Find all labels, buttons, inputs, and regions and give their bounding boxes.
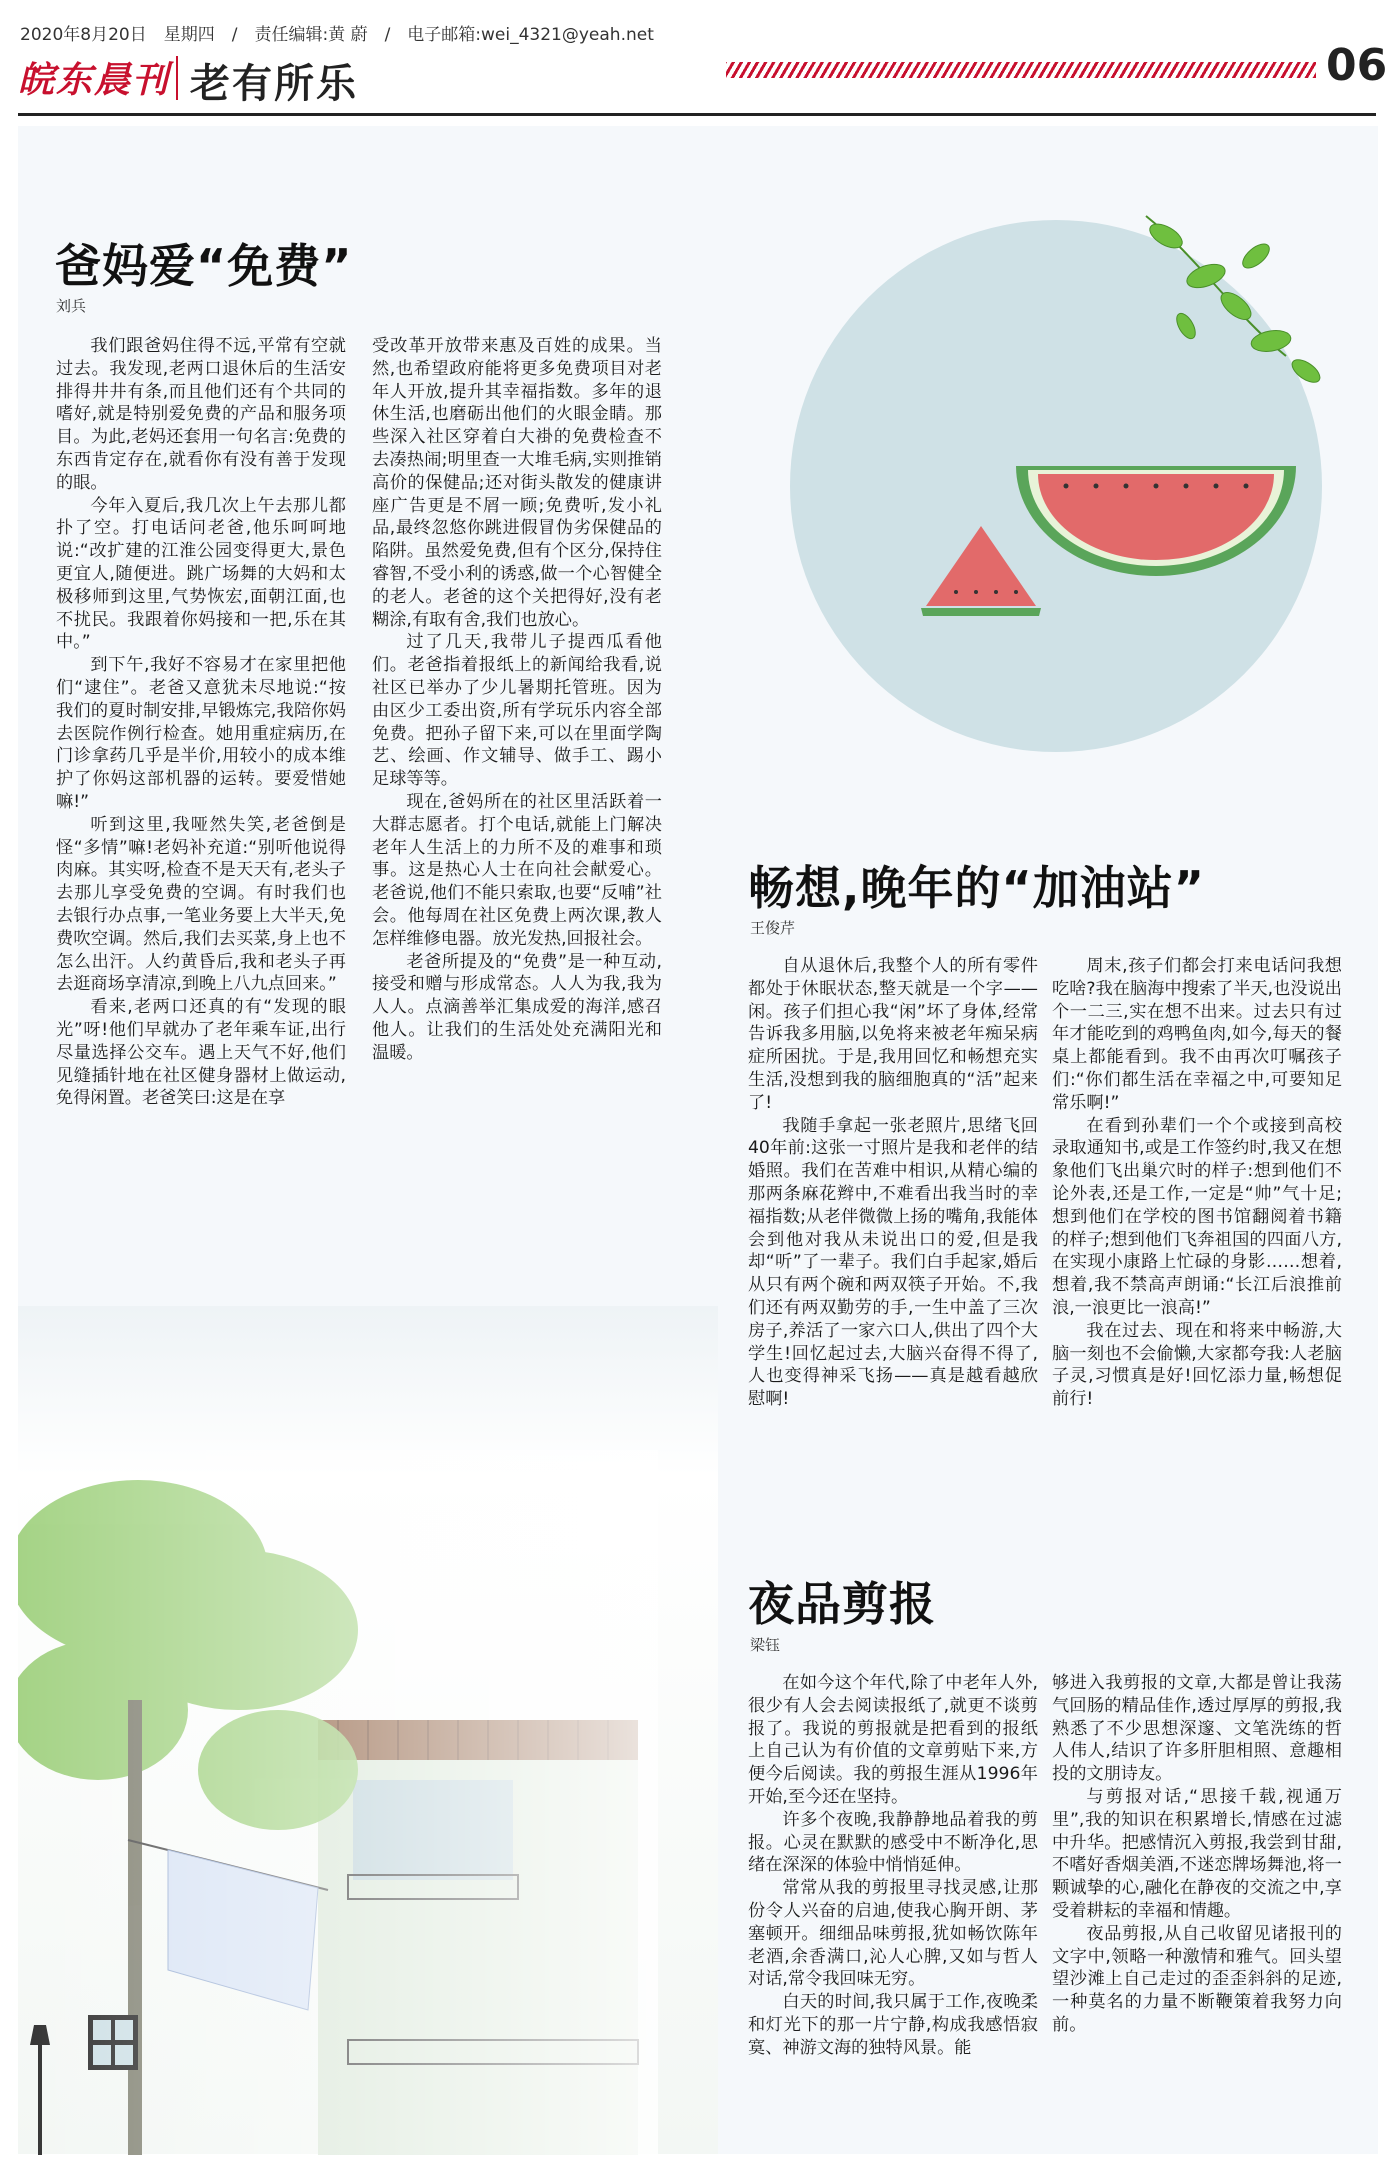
- paper-logo: 皖东晨刊: [18, 59, 171, 101]
- article3-col2: [1052, 1672, 1342, 2037]
- date-line: 2020年8月20日 星期四 / 责任编辑:黄 蔚 / 电子邮箱:wei_4321@yeah.net: [20, 25, 654, 45]
- paragraph: 够进入我剪报的文章,大都是曾让我荡气回肠的精品佳作,透过厚厚的剪报,我熟悉了不少思想深邃、文笔洗练的哲人伟人,结识了许多肝胆相照、意趣相投的文朋诗友。: [1052, 1673, 1342, 1785]
- article3-title: 夜品剪报: [748, 1577, 936, 1631]
- article1-col2: [372, 335, 662, 1065]
- article3-col1: [748, 1672, 1038, 2060]
- paragraph: 常常从我的剪报里寻找灵感,让那份令人兴奋的启迪,使我心胸开朗、茅塞顿开。细细品味剪报,犹如畅饮陈年老酒,余香满口,沁人心脾,又如与哲人对话,常令我回味无穷。: [748, 1878, 1038, 1990]
- paragraph: 过了几天,我带儿子提西瓜看他们。老爸指着报纸上的新闻给我看,说社区已举办了少儿暑期托管班。因为由区少工委出资,所有学玩乐内容全部免费。把孙子留下来,可以在里面学陶艺、绘画、作文辅导、做手工、踢小足球等等。: [372, 632, 662, 790]
- paragraph: 现在,爸妈所在的社区里活跃着一大群志愿者。打个电话,就能上门解决老年人生活上的力所不及的难事和琐事。这是热心人士在向社会献爱心。老爸说,他们不能只索取,也要“反哺”社会。他每周在社区免费上两次课,教人怎样维修电器。放光发热,回报社会。: [372, 791, 662, 949]
- article2-title: 畅想,晚年的“加油站”: [748, 861, 1205, 915]
- paragraph: 看来,老两口还真的有“发现的眼光”呀!他们早就办了老年乘车证,出行尽量选择公交车。遇上天气不好,他们见缝插针地在社区健身器材上做运动,免得闲置。老爸笑曰:这是在享: [56, 997, 346, 1109]
- paragraph: 我在过去、现在和将来中畅游,大脑一刻也不会偷懒,大家都夸我:人老脑子灵,习惯真是好!回忆添力量,畅想促前行!: [1052, 1320, 1342, 1410]
- paragraph: 我随手拿起一张老照片,思绪飞回40年前:这张一寸照片是我和老伴的结婚照。我们在苦难中相识,从精心编的那两条麻花辫中,不难看出我当时的幸福指数;从老伴微微上扬的嘴角,我能体会到他对我从未说出口的爱,但是我却“听”了一辈子。我们白手起家,婚后从只有两个碗和两双筷子开始。不,我们还有两双勤劳的手,一生中盖了三次房子,养活了一家六口人,供出了四个大学生!回忆起过去,大脑兴奋得不得了,人也变得神采飞扬——真是越看越欣慰啊!: [748, 1115, 1038, 1410]
- paragraph: 到下午,我好不容易才在家里把他们“逮住”。老爸又意犹未尽地说:“按我们的夏时制安排,早锻炼完,我陪你妈去医院作例行检查。她用重症病历,在门诊拿药几乎是半价,用较小的成本维护了你妈这部机器的运转。要爱惜她嘛!”: [56, 655, 346, 812]
- article3-author: 梁钰: [750, 1636, 781, 1654]
- masthead: [18, 40, 1388, 108]
- paragraph: 受改革开放带来惠及百姓的成果。当然,也希望政府能将更多免费项目对老年人开放,提升其幸福指数。多年的退休生活,也磨砺出他们的火眼金睛。那些深入社区穿着白大褂的免费检查不去凑热闹;明里查一大堆毛病,实则推销高价的保健品;还对街头散发的健康讲座广告更是不屑一顾;免费听,发小礼品,最终忽悠你跳进假冒伪劣保健品的陷阱。虽然爱免费,但有个区分,保持住睿智,不受小利的诱惑,做一个心智健全的老人。老爸的这个关把得好,没有老糊涂,有取有舍,我们也放心。: [372, 336, 662, 630]
- article1-author: 刘兵: [56, 297, 87, 315]
- paragraph: 在看到孙辈们一个个或接到高校录取通知书,或是工作签约时,我又在想象他们飞出巢穴时的样子:想到他们不论外表,还是工作,一定是“帅”气十足;想到他们在学校的图书馆翻阅着书籍的样子;想到他们飞奔祖国的四面八方,在实现小康路上忙碌的身影……想着,想着,我不禁高声朗诵:“长江后浪推前浪,一浪更比一浪高!”: [1052, 1115, 1342, 1318]
- paragraph: 在如今这个年代,除了中老年人外,很少有人会去阅读报纸了,就更不谈剪报了。我说的剪报就是把看到的报纸上自己认为有价值的文章剪贴下来,方便今后阅读。我的剪报生涯从1996年开始,至今还在坚持。: [748, 1673, 1038, 1807]
- article2-author: 王俊芹: [750, 919, 796, 937]
- paragraph: 听到这里,我哑然失笑,老爸倒是怪“多情”嘛!老妈补充道:“别听他说得肉麻。其实呀,检查不是天天有,老头子去那儿享受免费的空调。有时我们也去银行办点事,一笔业务要上大半天,免费吹空调。然后,我们去买菜,身上也不怎么出汗。人约黄昏后,我和老头子再去逛商场享清凉,到晚上八九点回来。”: [56, 814, 346, 995]
- section-title: 老有所乐: [190, 61, 358, 107]
- article2-col2: [1052, 955, 1342, 1411]
- paragraph: 老爸所提及的“免费”是一种互动,接受和赠与形成常态。人人为我,我为人人。点滴善举汇集成爱的海洋,感召他人。让我们的生活处处充满阳光和温暖。: [372, 951, 662, 1063]
- paragraph: 周末,孩子们都会打来电话问我想吃啥?我在脑海中搜索了半天,也没说出个一二三,实在想不出来。过去只有过年才能吃到的鸡鸭鱼肉,如今,每天的餐桌上都能看到。我不由再次叮嘱孩子们:“你们都生活在幸福之中,可要知足常乐啊!”: [1052, 956, 1342, 1113]
- page-number: 06: [1326, 40, 1388, 91]
- paragraph: 白天的时间,我只属于工作,夜晚柔和灯光下的那一片宁静,构成我感悟寂寞、神游文海的独特风景。能: [748, 1992, 1038, 2058]
- paragraph: 与剪报对话,“思接千载,视通万里”,我的知识在积累增长,情感在过滤中升华。把感情沉入剪报,我尝到甘甜,不嗜好香烟美酒,不迷恋牌场舞池,将一颗诚挚的心,融化在静夜的交流之中,享受着耕耘的幸福和情趣。: [1052, 1786, 1342, 1921]
- house-scene-illustration: [18, 1450, 658, 2155]
- watermelon-illustration: [766, 196, 1346, 776]
- paragraph: 我们跟爸妈住得不远,平常有空就过去。我发现,老两口退休后的生活安排得井井有条,而且他们还有个共同的嗜好,就是特别爱免费的产品和服务项目。为此,老妈还套用一句名言:免费的东西肯定存在,就看你有没有善于发现的眼。: [56, 336, 346, 493]
- article1-title: 爸妈爱“免费”: [55, 239, 353, 293]
- paragraph: 自从退休后,我整个人的所有零件都处于休眠状态,整天就是一个字——闲。孩子们担心我“闲”坏了身体,经常告诉我多用脑,以免将来被老年痴呆病症所困扰。于是,我用回忆和畅想充实生活,没想到我的脑细胞真的“活”起来了!: [748, 956, 1038, 1113]
- header-rule: [18, 113, 1376, 116]
- paragraph: 夜品剪报,从自己收留见诸报刊的文字中,领略一种激情和雅气。回头望望沙滩上自己走过的歪歪斜斜的足迹,一种莫名的力量不断鞭策着我努力向前。: [1052, 1923, 1342, 2035]
- paragraph: 许多个夜晚,我静静地品着我的剪报。心灵在默默的感受中不断净化,思绪在深深的体验中悄悄延伸。: [748, 1809, 1038, 1876]
- article1-col1: [56, 335, 346, 1110]
- article2-col1: [748, 955, 1038, 1411]
- decorative-stripes: [726, 62, 1316, 78]
- masthead-divider: [176, 56, 178, 100]
- paragraph: 今年入夏后,我几次上午去那儿都扑了空。打电话问老爸,他乐呵呵地说:“改扩建的江淮公园变得更大,景色更宜人,随便进。跳广场舞的大妈和太极移师到这里,气势恢宏,面朝江面,也不扰民。我跟着你妈接和一把,乐在其中。”: [56, 495, 346, 653]
